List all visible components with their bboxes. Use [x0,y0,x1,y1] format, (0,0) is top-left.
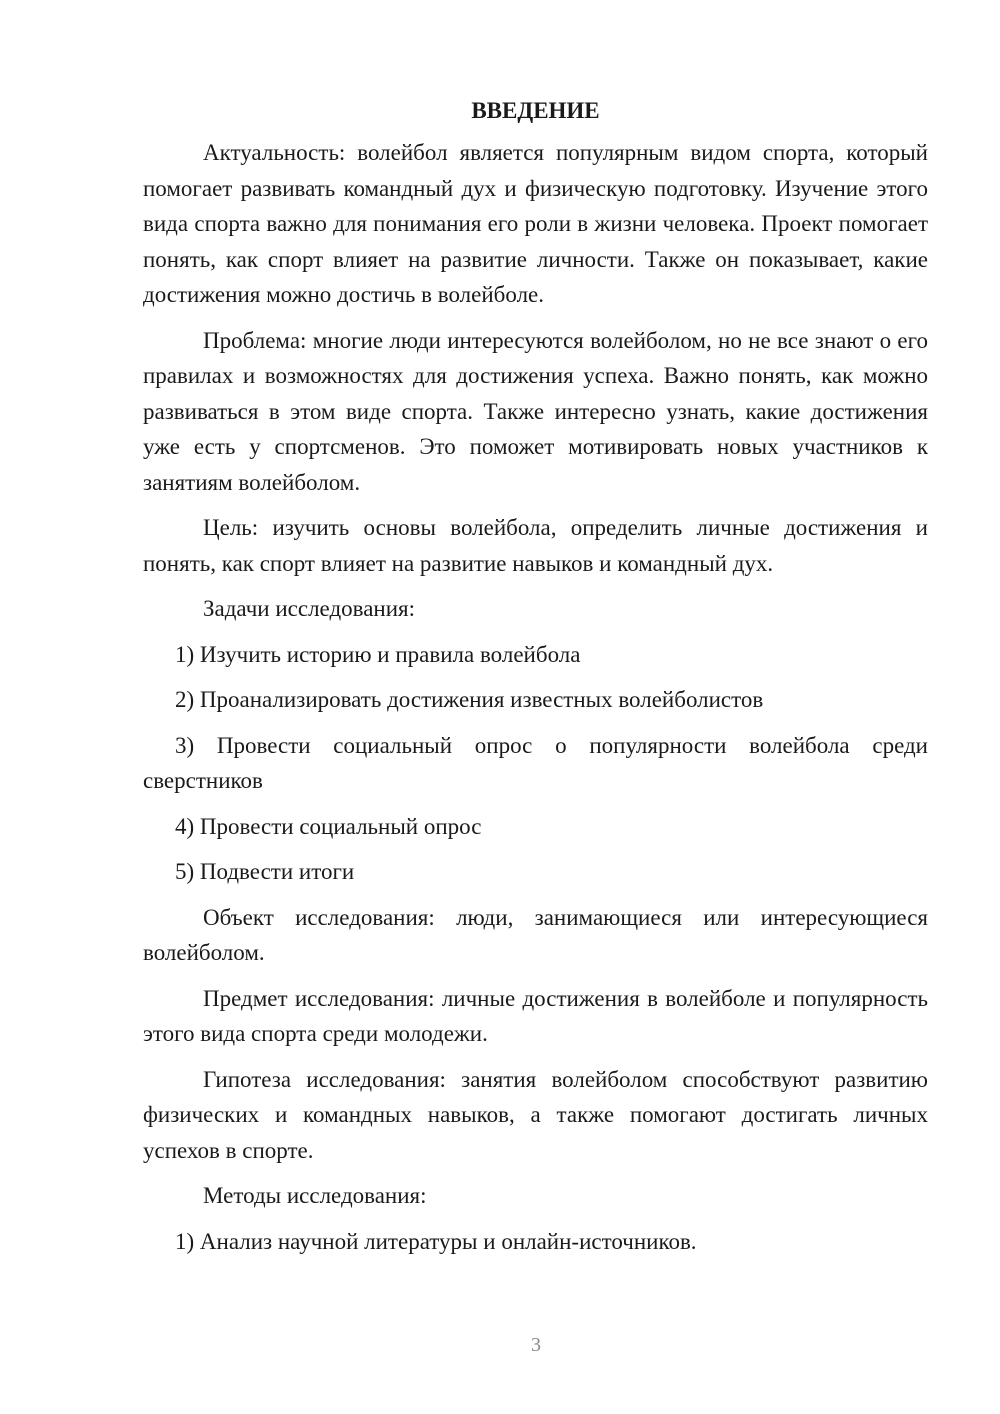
task-item-3: 3) Провести социальный опрос о популярности волейбола среди сверстников [143,732,928,793]
method-item-1: 1) Анализ научной литературы и онлайн-источников. [175,1228,697,1254]
page-number: 3 [531,1334,541,1356]
paragraph-subject: Предмет исследования: личные достижения в волейболе и популярность этого вида спорта среди молодежи. [143,985,928,1046]
paragraph-object: Объект исследования: люди, занимающиеся или интересующиеся волейболом. [143,904,928,965]
task-item-5: 5) Подвести итоги [175,859,355,884]
tasks-heading: Задачи исследования: [203,596,416,621]
paragraph-hypothesis: Гипотеза исследования: занятия волейболом способствуют развитию физических и командных навыков, а также помогают достигать личных успехов в спорте. [143,1066,928,1163]
task-item-2: 2) Проанализировать достижения известных волейболистов [175,687,764,712]
task-item-4: 4) Провести социальный опрос [175,813,482,839]
document-page [143,95,928,1269]
paragraph-relevance: Актуальность: волейбол является популярным видом спорта, который помогает развивать командный дух и физическую подготовку. Изучение этого вида спорта важно для понимания его роли в жизни человека. Проект помогает понять, как спорт влияет на развитие личности. Также он показывает, какие достижения можно достичь в волейболе. [143,140,928,307]
paragraph-goal: Цель: изучить основы волейбола, определить личные достижения и понять, как спорт влияет на развитие навыков и командный дух. [143,515,928,576]
task-item-1: 1) Изучить историю и правила волейбола [175,641,581,667]
paragraph-problem: Проблема: многие люди интересуются волейболом, но не все знают о его правилах и возможностях для достижения успеха. Важно понять, как можно развиваться в этом виде спорта. Также интересно узнать, какие достижения уже есть у спортсменов. Это поможет мотивировать новых участников к занятиям волейболом. [143,327,928,495]
section-title: ВВЕДЕНИЕ [471,98,600,123]
methods-heading: Методы исследования: [203,1183,427,1208]
